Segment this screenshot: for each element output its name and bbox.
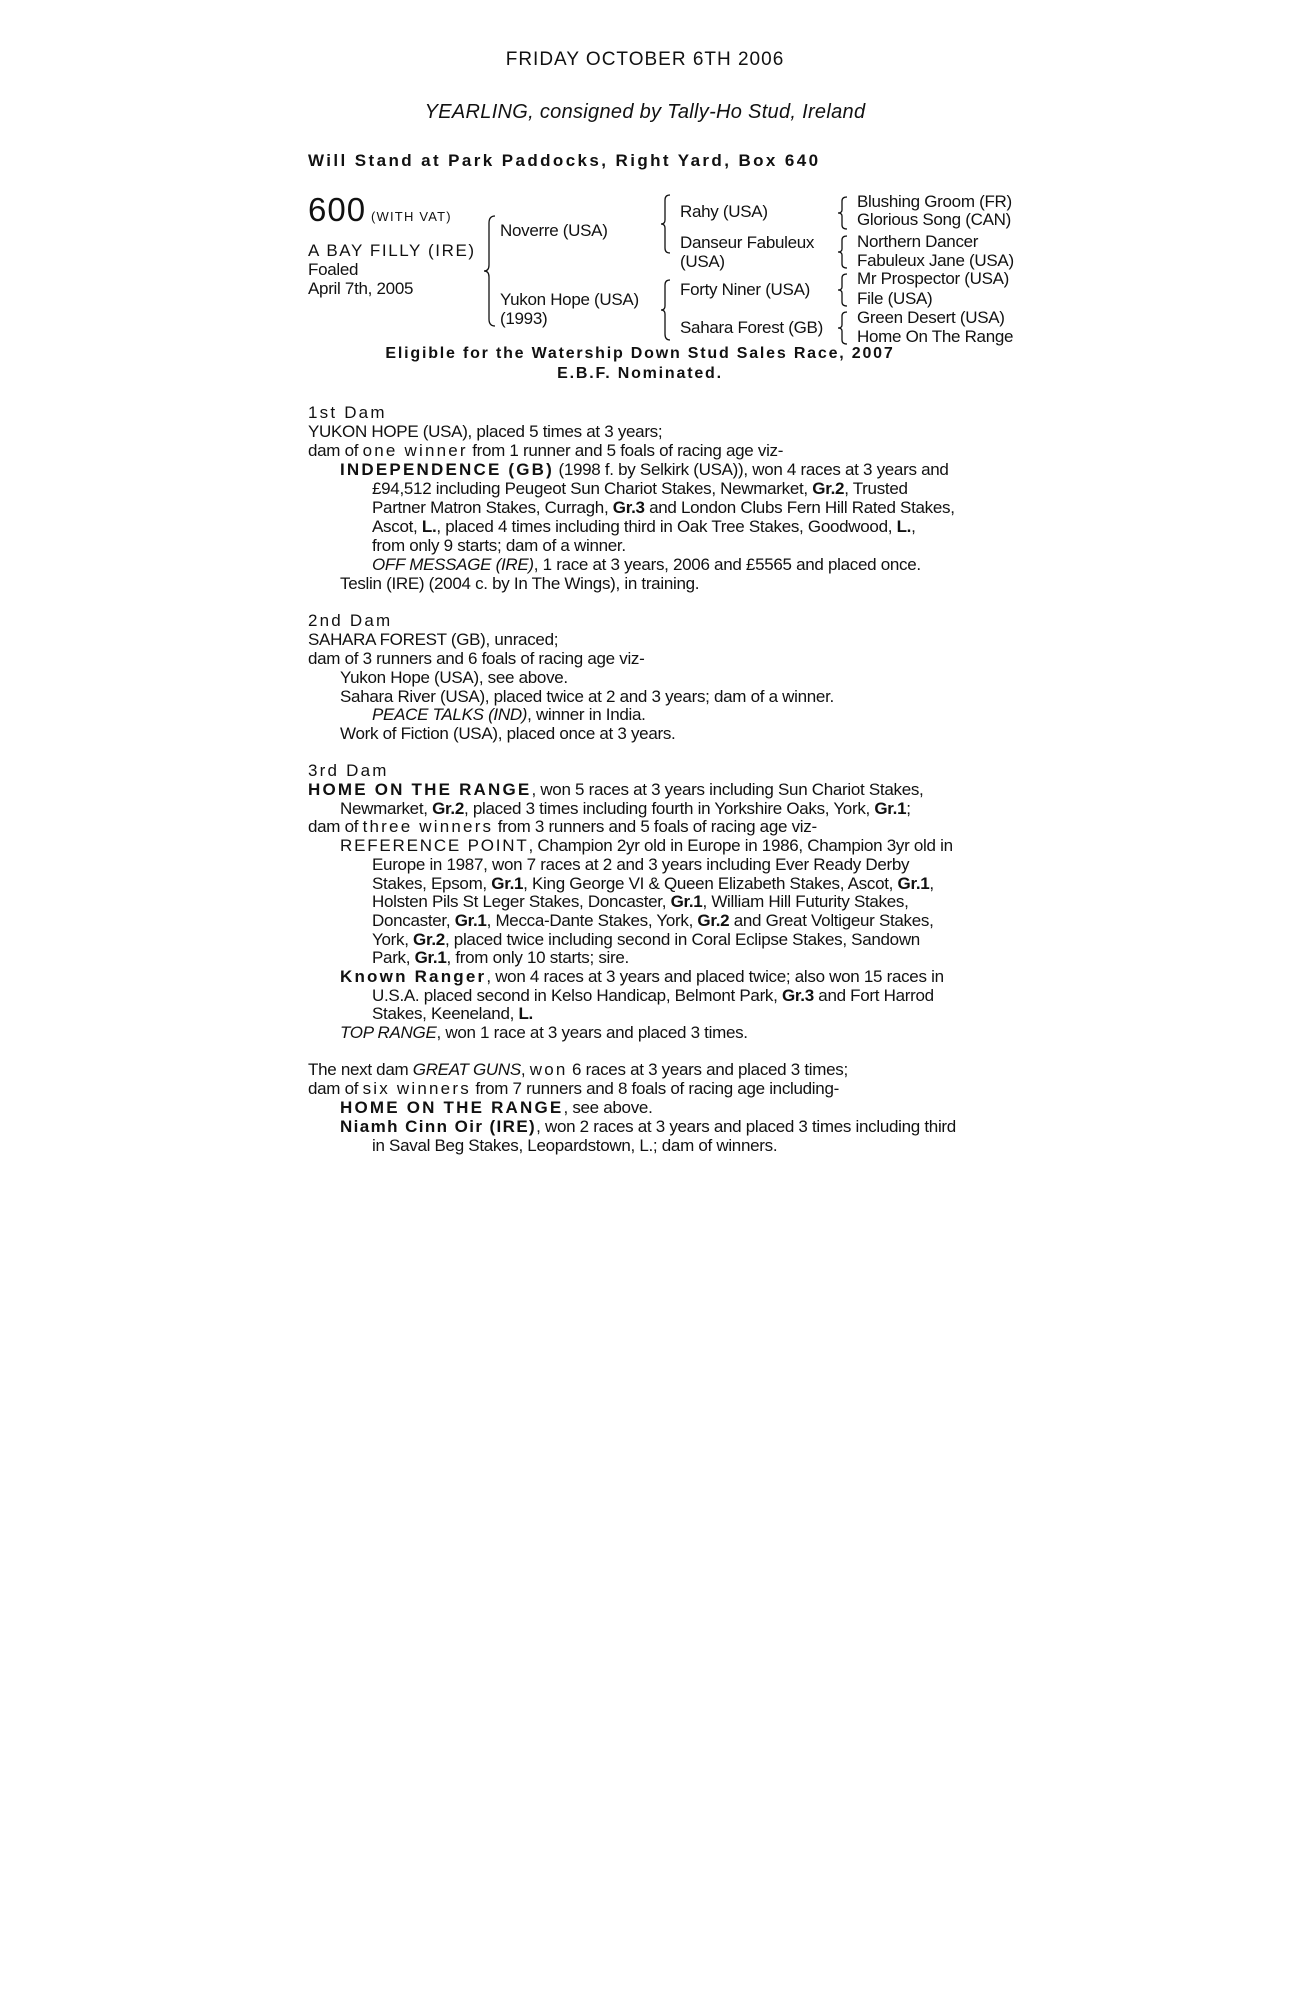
third-dam-line: Europe in 1987, won 7 races at 2 and 3 years including Ever Ready Derby <box>372 855 910 874</box>
next-dam-line: HOME ON THE RANGE, see above. <box>340 1098 653 1117</box>
sale-date: FRIDAY OCTOBER 6TH 2006 <box>505 49 785 70</box>
pedigree-dsd: File (USA) <box>857 289 933 308</box>
third-dam-line: Newmarket, Gr.2, placed 3 times including fourth in Yorkshire Oaks, York, Gr.1; <box>340 799 911 818</box>
pedigree-brace-sire <box>660 194 672 254</box>
stand-location: Will Stand at Park Paddocks, Right Yard, Box 640 <box>308 151 821 170</box>
pedigree-brace-sd <box>837 235 849 269</box>
third-dam-line: Holsten Pils St Leger Stakes, Doncaster, Gr.1, William Hill Futurity Stakes, <box>372 892 909 911</box>
first-dam-line: YUKON HOPE (USA), placed 5 times at 3 years; <box>308 422 663 441</box>
third-dam-line: Stakes, Keeneland, L. <box>372 1004 533 1023</box>
eligibility-line: Eligible for the Watership Down Stud Sales Race, 2007 <box>385 345 895 362</box>
first-dam-line: Teslin (IRE) (2004 c. by In The Wings), in training. <box>340 574 700 593</box>
third-dam-line: Known Ranger, won 4 races at 3 years and placed twice; also won 15 races in <box>340 967 944 986</box>
pedigree-brace-ds <box>837 273 849 307</box>
pedigree-sire: Noverre (USA) <box>500 221 608 240</box>
next-dam-line: The next dam GREAT GUNS, won 6 races at 3 years and placed 3 times; <box>308 1060 848 1079</box>
lot-description: A BAY FILLY (IRE) <box>308 241 476 260</box>
second-dam-line: Work of Fiction (USA), placed once at 3 years. <box>340 724 676 743</box>
next-dam-line: Niamh Cinn Oir (IRE), won 2 races at 3 years and placed 3 times including third <box>340 1117 956 1136</box>
pedigree-ddd: Home On The Range <box>857 327 1014 346</box>
first-dam-line: Partner Matron Stakes, Curragh, Gr.3 and London Clubs Fern Hill Rated Stakes, <box>372 498 955 517</box>
pedigree-dam-sire: Forty Niner (USA) <box>680 280 810 299</box>
pedigree-dds: Green Desert (USA) <box>857 308 1005 327</box>
pedigree-sds: Northern Dancer <box>857 232 979 251</box>
pedigree-brace-ss <box>837 196 849 230</box>
pedigree-brace-dd <box>837 311 849 345</box>
first-dam-line: OFF MESSAGE (IRE), 1 race at 3 years, 2006 and £5565 and placed once. <box>372 555 921 574</box>
second-dam-line: Yukon Hope (USA), see above. <box>340 668 568 687</box>
first-dam-line: from only 9 starts; dam of a winner. <box>372 536 626 555</box>
first-dam-line: INDEPENDENCE (GB) (1998 f. by Selkirk (USA)), won 4 races at 3 years and <box>340 460 949 479</box>
third-dam-line: York, Gr.2, placed twice including second in Coral Eclipse Stakes, Sandown <box>372 930 920 949</box>
pedigree-brace-dam <box>660 279 672 341</box>
third-dam-line: HOME ON THE RANGE, won 5 races at 3 years including Sun Chariot Stakes, <box>308 780 924 799</box>
pedigree-brace-main <box>483 215 497 327</box>
second-dam-line: dam of 3 runners and 6 foals of racing age viz- <box>308 649 645 668</box>
third-dam-line: Park, Gr.1, from only 10 starts; sire. <box>372 948 629 967</box>
third-dam-line: REFERENCE POINT, Champion 2yr old in Europe in 1986, Champion 3yr old in <box>340 836 953 855</box>
pedigree-dss: Mr Prospector (USA) <box>857 269 1010 288</box>
third-dam-line: TOP RANGE, won 1 race at 3 years and placed 3 times. <box>340 1023 748 1042</box>
pedigree-ssd: Glorious Song (CAN) <box>857 210 1011 229</box>
third-dam-line: U.S.A. placed second in Kelso Handicap, Belmont Park, Gr.3 and Fort Harrod <box>372 986 934 1005</box>
ebf-line: E.B.F. Nominated. <box>557 365 723 382</box>
pedigree-dam-name: Yukon Hope (USA) <box>500 290 639 309</box>
first-dam-line: Ascot, L., placed 4 times including third in Oak Tree Stakes, Goodwood, L., <box>372 517 916 536</box>
third-dam-heading: 3rd Dam <box>308 761 389 780</box>
next-dam-line: in Saval Beg Stakes, Leopardstown, L.; dam of winners. <box>372 1136 778 1155</box>
lot-vat-note: (WITH VAT) <box>371 209 452 224</box>
third-dam-line: Doncaster, Gr.1, Mecca-Dante Stakes, York, Gr.2 and Great Voltigeur Stakes, <box>372 911 934 930</box>
next-dam-line: dam of six winners from 7 runners and 8 foals of racing age including- <box>308 1079 839 1098</box>
consignor-line: YEARLING, consigned by Tally-Ho Stud, Ireland <box>424 101 866 123</box>
first-dam-line: £94,512 including Peugeot Sun Chariot Stakes, Newmarket, Gr.2, Trusted <box>372 479 908 498</box>
first-dam-heading: 1st Dam <box>308 403 387 422</box>
third-dam-line: Stakes, Epsom, Gr.1, King George VI & Queen Elizabeth Stakes, Ascot, Gr.1, <box>372 874 934 893</box>
lot-foaled-date: April 7th, 2005 <box>308 279 414 298</box>
pedigree-dam-year: (1993) <box>500 309 548 328</box>
pedigree-sire-sire: Rahy (USA) <box>680 202 768 221</box>
pedigree-sire-dam-country: (USA) <box>680 252 725 271</box>
lot-foaled-label: Foaled <box>308 260 359 279</box>
third-dam-line: dam of three winners from 3 runners and 5 foals of racing age viz- <box>308 817 817 836</box>
first-dam-line: dam of one winner from 1 runner and 5 foals of racing age viz- <box>308 441 784 460</box>
second-dam-line: Sahara River (USA), placed twice at 2 and 3 years; dam of a winner. <box>340 687 834 706</box>
pedigree-sire-dam: Danseur Fabuleux <box>680 233 815 252</box>
pedigree-sss: Blushing Groom (FR) <box>857 192 1012 211</box>
pedigree-sdd: Fabuleux Jane (USA) <box>857 251 1014 270</box>
second-dam-heading: 2nd Dam <box>308 611 393 630</box>
second-dam-line: SAHARA FOREST (GB), unraced; <box>308 630 559 649</box>
pedigree-dam-dam: Sahara Forest (GB) <box>680 318 823 337</box>
second-dam-line: PEACE TALKS (IND), winner in India. <box>372 705 646 724</box>
lot-number: 600 <box>308 191 367 228</box>
